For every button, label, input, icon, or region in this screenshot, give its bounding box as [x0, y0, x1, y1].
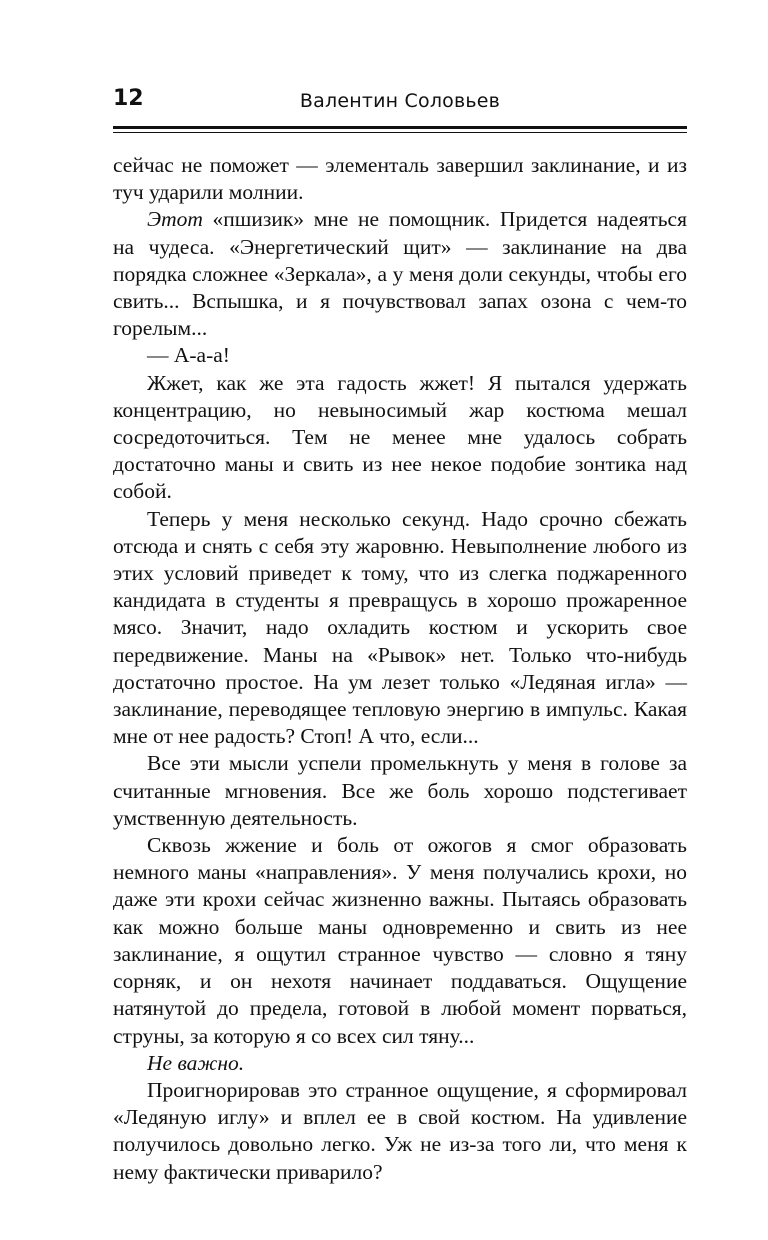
page-header: [113, 84, 687, 120]
paragraph: Жжет, как же эта гадость жжет! Я пытался удержать концентрацию, но невыносимый жар костюма мешал сосредоточиться. Тем не менее мне удалось собрать достаточно маны и свить из нее некое подобие зонтика над собой.: [113, 370, 687, 504]
running-head-author: Валентин Соловьев: [299, 90, 501, 112]
italic-word: Этот: [147, 207, 203, 232]
header-rule-thick: [113, 126, 687, 129]
paragraph: Сквозь жжение и боль от ожогов я смог образовать немного маны «направления». У меня получались крохи, но даже эти крохи сейчас жизненно важны. Пытаясь образовать как можно больше маны одновременно и свить из нее заклинание, я ощутил странное чувство — словно я тяну сорняк, и он нехотя начинает поддаваться. Ощущение натянутой до предела, готовой в любой момент порваться, струны, за которую я со всех сил тяну...: [113, 833, 687, 1048]
italic-paragraph: Не важно.: [147, 1050, 245, 1075]
paragraph-continuation: сейчас не поможет — элементаль завершил заклинание, и из туч ударили молнии.: [113, 153, 687, 205]
body-text: [113, 152, 687, 1186]
dialogue-line: — А-а-а!: [147, 343, 230, 368]
paragraph-text: «пшизик» мне не помощник. Придется надеяться на чудеса. «Энергетический щит» — заклинание на два порядка сложнее «Зеркала», а у меня доли секунды, чтобы его свить... Вспышка, и я почувствовал запах озона с чем-то горелым...: [113, 207, 687, 341]
header-rule-thin: [113, 132, 687, 133]
paragraph: Теперь у меня несколько секунд. Надо срочно сбежать отсюда и снять с себя эту жаровню. Невыполнение любого из этих условий приведет к тому, что из слегка поджаренного кандидата в студенты я превращусь в хорошо прожаренное мясо. Значит, надо охладить костюм и ускорить свое передвижение. Маны на «Рывок» нет. Только что-нибудь достаточно простое. На ум лезет только «Ледяная игла» — заклинание, переводящее тепловую энергию в импульс. Какая мне от нее радость? Стоп! А что, если...: [113, 506, 687, 749]
paragraph: Все эти мысли успели промелькнуть у меня в голове за считанные мгновения. Все же боль хорошо подстегивает умственную деятельность.: [113, 751, 687, 830]
paragraph: [113, 206, 687, 342]
page-number: 12: [113, 86, 144, 111]
paragraph: Проигнорировав это странное ощущение, я сформировал «Ледяную иглу» и вплел ее в свой костюм. На удивление получилось довольно легко. Уж не из-за того ли, что меня к нему фактически приварило?: [113, 1077, 687, 1184]
